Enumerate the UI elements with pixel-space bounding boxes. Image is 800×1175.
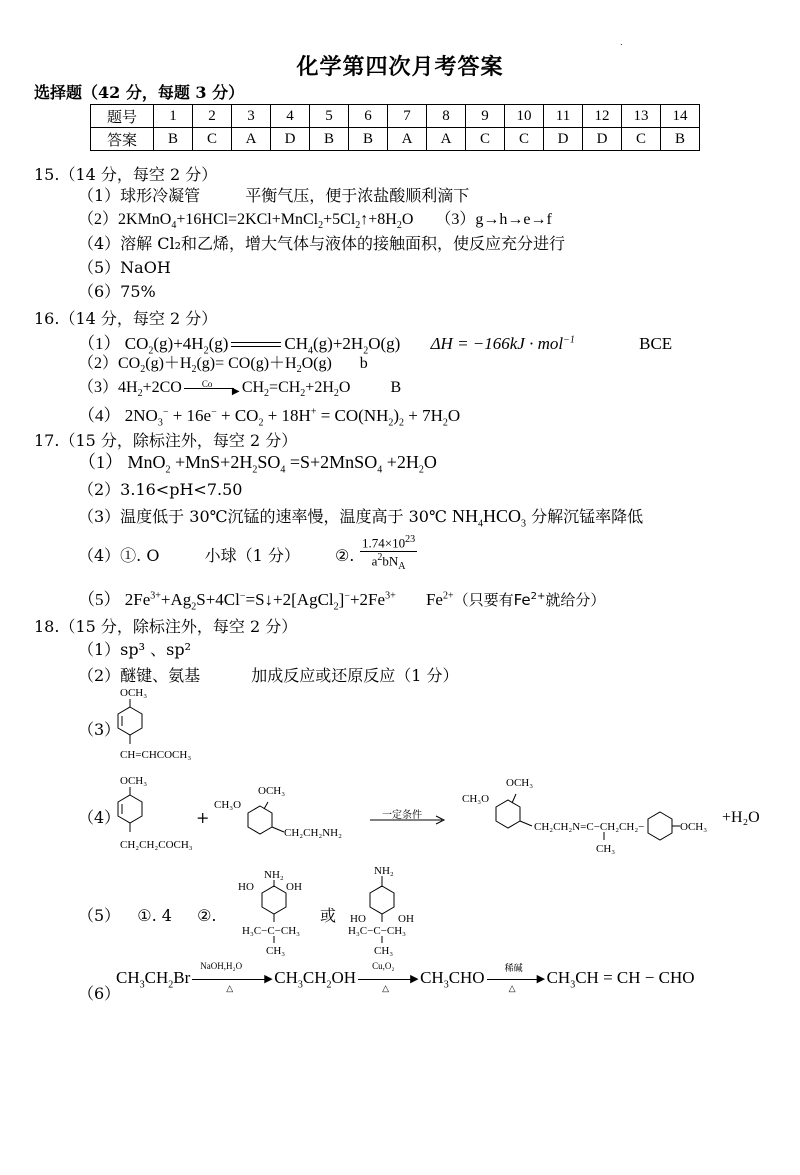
- svg-text:OCH₃: OCH₃: [506, 777, 534, 789]
- svg-text:CH₃O: CH₃O: [214, 799, 242, 811]
- q17-answer-4c-label: ②.: [334, 546, 355, 565]
- svg-text:HO: HO: [238, 881, 254, 893]
- svg-text:H₃C−C−CH₃: H₃C−C−CH₃: [242, 925, 300, 937]
- heat-symbol: △: [382, 983, 389, 994]
- q17-line3: [78, 506, 643, 535]
- q18-answer-5a: ①. 4: [137, 906, 172, 925]
- q16-answer-2b: b: [359, 355, 368, 372]
- q-number: 1: [154, 105, 193, 128]
- q18-answer-2a: （2）醚键、氨基: [78, 666, 201, 685]
- q15-heading: 15.（14 分，每空 2 分）: [34, 165, 218, 184]
- q15-equation: $2KMnO_4+16HCl=2KCl+MnCl_2+5Cl_2↑+8H_2O$: [118, 211, 414, 232]
- choice-heading: 选择题（42 分，每题 3 分）: [34, 83, 245, 102]
- q18-answer-5-label: （5）: [78, 906, 121, 925]
- q16-equation-1: （1） $CO_2(g)+4H_2(g)$ $CH_4(g)+2H_2O(g)$: [78, 333, 401, 357]
- q16-equation-2: $(2)CO_2(g)+H_2(g)= CO(g)+H_2O(g)$: [78, 355, 332, 376]
- q15-answer-3: （3）g→h→e→f: [435, 211, 552, 228]
- svg-text:CH₂CH₂NH₂: CH₂CH₂NH₂: [284, 827, 342, 839]
- row-label-question: 题号: [91, 105, 154, 128]
- q-number: 4: [271, 105, 310, 128]
- svg-text:OCH₃: OCH₃: [120, 687, 148, 699]
- q17-answer-4b: 小球（1 分）: [204, 546, 300, 565]
- answer-cell: D: [544, 128, 583, 151]
- q16-line3: [78, 378, 401, 404]
- svg-text:CH₃: CH₃: [374, 945, 394, 957]
- answer-cell: A: [388, 128, 427, 151]
- q15-line4: （4）溶解 Cl₂和乙烯，增大气体与液体的接触面积，使反应充分进行: [78, 234, 566, 253]
- q17-line1: [78, 452, 437, 481]
- q18-isomer-2: [344, 862, 434, 962]
- answer-cell: B: [154, 128, 193, 151]
- svg-text:OH: OH: [398, 913, 414, 925]
- q-number: 9: [466, 105, 505, 128]
- or-text: 或: [320, 906, 337, 925]
- svg-text:CH=CHCOCH₃: CH=CHCOCH₃: [120, 749, 192, 761]
- q17-note: （只要有$Fe^{2+}$就给分）: [453, 590, 606, 609]
- answer-cell: A: [232, 128, 271, 151]
- heat-symbol: △: [508, 983, 516, 994]
- q-number: 3: [232, 105, 271, 128]
- nh4hco3-formula: $NH_4HCO_3$: [451, 506, 526, 530]
- q15-line6: （6）75%: [78, 282, 156, 301]
- answer-cell: B: [349, 128, 388, 151]
- q17-equation-5: （5） $2Fe^{3+}+Ag_2S+4Cl^-=S↓+2[AgCl_2]^-+2Fe^{3+}$: [78, 589, 396, 613]
- q16-line2: [78, 354, 368, 380]
- note-text-1: （只要有: [453, 590, 514, 609]
- q15-answer-1b: 平衡气压，便于浓盐酸顺利滴下: [245, 186, 470, 205]
- q18-line5: [78, 906, 217, 926]
- q17-answer-3a: （3）温度低于 30℃沉锰的速率慢，温度高于 30℃: [78, 507, 447, 526]
- q-number: 14: [661, 105, 700, 128]
- q18-line6-label: （6）: [78, 984, 121, 1003]
- page-title: 化学第四次月考答案: [296, 54, 504, 80]
- q18-line2: [78, 666, 459, 686]
- answer-row: [91, 128, 700, 151]
- q16-answer-3b: B: [390, 379, 402, 396]
- q16-equation-4: （4） $2NO_3^- + 16e^- + CO_2 + 18H^+ = CO(NH_2)_2 + 7H_2O$: [78, 405, 461, 429]
- ethanol: $CH_3CH_2OH$: [274, 968, 357, 991]
- heat-symbol: △: [226, 983, 234, 994]
- q16-equation-3: $(3)4H_2+2CO$ Co ▶ $CH_2=CH_2+2H_2O$: [78, 379, 350, 396]
- q16-enthalpy: ΔH = −166kJ · mol$^{-1}$: [430, 333, 575, 353]
- q18-line3-label: （3）: [78, 720, 121, 739]
- condition-3: 稀碱: [504, 963, 523, 974]
- q17-answer-3b: 分解沉锰率降低: [531, 507, 644, 526]
- q16-answer-1b: BCE: [639, 333, 673, 353]
- svg-text:CH₂CH₂COCH₃: CH₂CH₂COCH₃: [120, 839, 193, 851]
- q17-equation-1: （1） $MnO_2 +MnS+2H_2SO_4$ =S+2MnSO$_4$ $+2H_2O$: [78, 452, 437, 476]
- answer-cell: B: [661, 128, 700, 151]
- svg-text:CH₂CH₂N=C−CH₂CH₂−: CH₂CH₂N=C−CH₂CH₂−: [534, 821, 645, 833]
- fraction-denominator: $a^2bN_A$: [371, 552, 406, 573]
- q-number: 6: [349, 105, 388, 128]
- q18-isomer-1: [236, 866, 326, 958]
- q18-structure-3: [100, 684, 220, 774]
- q15-answer-1a: （1）球形冷凝管: [78, 186, 201, 205]
- q18-answer-5b: ②.: [197, 906, 217, 925]
- svg-text:OH: OH: [286, 881, 302, 893]
- q17-line2: （2）3.16<pH<7.50: [78, 480, 243, 499]
- svg-text:NH₂: NH₂: [374, 865, 394, 877]
- q18-line1: （1）sp³ 、sp²: [78, 640, 192, 659]
- answer-cell: C: [193, 128, 232, 151]
- q18-reactant-2: [214, 780, 354, 850]
- reaction-condition: 一定条件: [382, 810, 422, 821]
- answer-cell: D: [583, 128, 622, 151]
- q17-line4: [78, 546, 354, 566]
- answer-cell: B: [310, 128, 349, 151]
- q-number: 12: [583, 105, 622, 128]
- q15-answer-2-prefix: （2）: [78, 211, 119, 228]
- q17-heading: 17.（15 分，除标注外，每空 2 分）: [34, 431, 298, 450]
- acetaldehyde: $CH_3CHO$: [420, 968, 485, 991]
- condition-2: Cu,O₂: [372, 961, 395, 972]
- q17-line5: [78, 586, 605, 617]
- catalyst-label: Co: [201, 379, 213, 389]
- q18-line4-label: （4）: [78, 808, 121, 827]
- q15-line5: （5）NaOH: [78, 258, 171, 277]
- note-text-2: 就给分）: [545, 590, 606, 609]
- q-number: 7: [388, 105, 427, 128]
- q-number: 2: [193, 105, 232, 128]
- condition-1: NaOH,H₂O: [200, 961, 243, 972]
- svg-text:NH₂: NH₂: [264, 869, 284, 881]
- q17-answer-4a: （4）①. O: [78, 546, 160, 565]
- water-product: +H₂O: [722, 809, 760, 826]
- q15-line1: [78, 186, 469, 206]
- svg-text:OCH₃: OCH₃: [258, 785, 286, 797]
- answer-cell: C: [466, 128, 505, 151]
- svg-text:CH₃: CH₃: [596, 843, 616, 855]
- arrow-3: 稀碱 ▶ △: [485, 971, 547, 987]
- q17-answer-5b: $Fe^{2+}$: [425, 589, 454, 609]
- q18-synthesis-route: [116, 961, 695, 994]
- svg-text:OCH₃: OCH₃: [120, 775, 148, 787]
- answer-cell: C: [505, 128, 544, 151]
- answer-cell: A: [427, 128, 466, 151]
- q18-product: [458, 772, 726, 858]
- q-number: 10: [505, 105, 544, 128]
- svg-text:HO: HO: [350, 913, 366, 925]
- q-number: 13: [622, 105, 661, 128]
- fraction-numerator: $1.74\times 10^{23}$: [362, 534, 416, 551]
- ethyl-bromide: $CH_3CH_2Br$: [116, 968, 191, 991]
- svg-text:OCH₃: OCH₃: [680, 821, 708, 833]
- q17-fraction: [360, 534, 417, 572]
- q18-heading: 18.（15 分，除标注外，每空 2 分）: [34, 617, 298, 636]
- q-number: 11: [544, 105, 583, 128]
- svg-text:CH₃O: CH₃O: [462, 793, 490, 805]
- q16-heading: 16.（14 分，每空 2 分）: [34, 309, 218, 328]
- corner-dot: .: [620, 38, 623, 47]
- svg-text:H₃C−C−CH₃: H₃C−C−CH₃: [348, 925, 406, 937]
- choice-answer-table: [90, 104, 700, 151]
- answer-cell: D: [271, 128, 310, 151]
- q-number: 5: [310, 105, 349, 128]
- plus-sign: +: [196, 808, 210, 827]
- svg-text:CH₃: CH₃: [266, 945, 286, 957]
- q15-line2: [78, 210, 552, 236]
- row-label-answer: 答案: [91, 128, 154, 151]
- q18-answer-2b: 加成反应或还原反应（1 分）: [251, 666, 459, 685]
- question-number-row: [91, 105, 700, 128]
- arrow-1: NaOH,H₂O ▶ △: [190, 971, 274, 987]
- q-number: 8: [427, 105, 466, 128]
- arrow-2: Cu,O₂ ▶ △: [356, 971, 420, 987]
- crotonaldehyde: $CH_3CH$ = CH − CHO: [546, 968, 695, 991]
- answer-cell: C: [622, 128, 661, 151]
